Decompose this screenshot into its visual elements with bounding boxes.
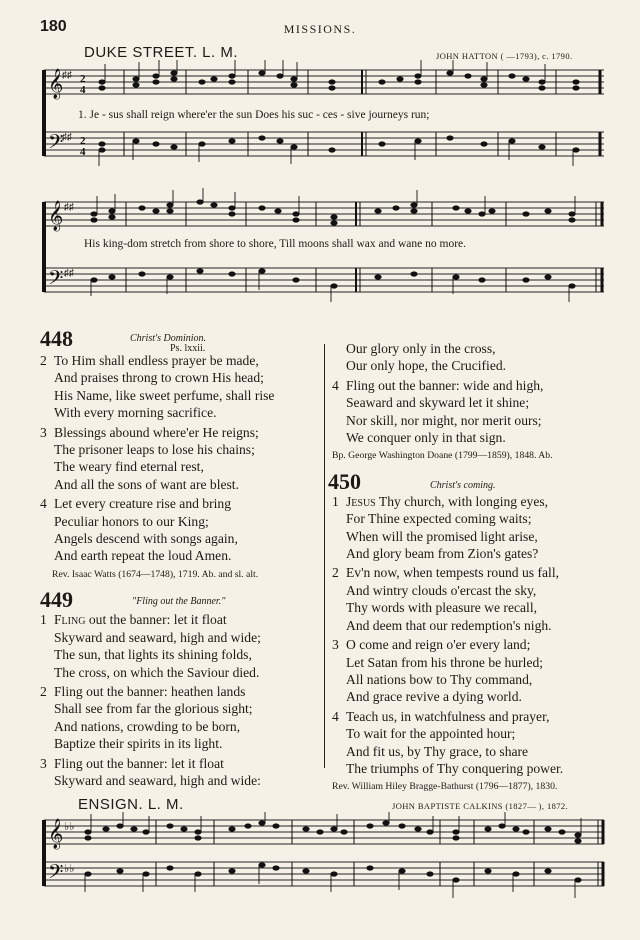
hymn-line: And glory beam from Zion's gates? — [346, 546, 539, 562]
svg-text:𝄢: 𝄢 — [48, 862, 64, 888]
hymn-line: To Him shall endless prayer be made, — [54, 353, 259, 368]
svg-text:♯♯: ♯♯ — [64, 268, 74, 279]
hymn-line: Seaward and skyward let it shine; — [346, 395, 530, 411]
hymn-line: Fling out the banner: heathen lands — [54, 683, 246, 699]
verse-number: 2 — [40, 353, 47, 368]
svg-text:4: 4 — [80, 84, 86, 96]
hymn-first-word: Jesus — [346, 493, 376, 509]
hymn-line: Peculiar honors to our King; — [54, 513, 209, 529]
tune-title-ensign: ENSIGN. L. M. — [78, 796, 184, 813]
verse-number: 2 — [40, 683, 47, 699]
hymn-line: We conquer only in that sign. — [346, 430, 506, 446]
running-head: MISSIONS. — [283, 22, 357, 36]
hymn-line: Our only hope, the Crucified. — [346, 358, 507, 374]
right-column — [328, 340, 632, 796]
hymn-credit-449: Bp. George Washington Doane (1799—1859), 1848. Ab. — [332, 450, 553, 462]
hymn-line: Baptize their spirits in its light. — [54, 736, 223, 752]
hymn-line: The sun, that lights its shining folds, — [54, 647, 252, 663]
hymn-line: Blessings abound where'er He reigns; — [54, 424, 259, 440]
svg-text:𝄞: 𝄞 — [48, 201, 64, 230]
hymn-line: With every morning sacrifice. — [54, 405, 217, 421]
hymn-line: out the banner: let it float — [85, 612, 227, 628]
hymn-line: And earth repeat the loud Amen. — [54, 548, 232, 564]
svg-text:♯♯: ♯♯ — [62, 70, 72, 81]
hymn-line: The triumphs of Thy conquering power. — [346, 760, 564, 776]
column-divider — [324, 344, 325, 768]
hymn-line: The prisoner leaps to lose his chains; — [54, 442, 255, 458]
tune-title-duke-street: DUKE STREET. L. M. — [84, 44, 239, 61]
lyric-line-2: His king-dom stretch from shore to shore, Till moons shall wax and wane no more. — [84, 238, 467, 250]
svg-text:2: 2 — [80, 73, 86, 85]
hymn-line: And fit us, by Thy grace, to share — [346, 743, 529, 759]
hymn-ref-448: Ps. lxxii. — [170, 343, 206, 354]
svg-text:♯♯: ♯♯ — [62, 132, 72, 143]
hymn-line: And praises throng to crown His head; — [54, 370, 264, 386]
verse-number: 1 — [332, 493, 339, 509]
hymn-line: The cross, on which the Saviour died. — [54, 664, 260, 680]
hymn-number-448: 448 — [40, 326, 73, 351]
hymn-line: Angels descend with songs again, — [54, 531, 238, 547]
hymn-line: O come and reign o'er every land; — [346, 637, 531, 653]
tune-composer-ensign: JOHN BAPTISTE CALKINS (1827— ), 1872. — [392, 801, 569, 811]
hymn-line: Ev'n now, when tempests round us fall, — [346, 565, 559, 581]
hymn-line: All nations bow to Thy command, — [346, 671, 533, 687]
svg-text:♭♭: ♭♭ — [64, 863, 75, 875]
verse-number: 3 — [40, 424, 47, 440]
hymn-line: Shall see from far the glorious sight; — [54, 701, 253, 717]
svg-text:4: 4 — [80, 146, 86, 158]
hymn-credit-450: Rev. William Hiley Bragge-Bathurst (1796—1877), 1830. — [332, 781, 558, 793]
hymn-line: When will the promised light arise, — [346, 528, 538, 544]
hymn-first-word: Fling — [54, 612, 86, 628]
lyric-line-1: 1. Je - sus shall reign where'er the sun Does his suc - ces - sive journeys run; — [78, 109, 430, 121]
verse-number: 2 — [332, 565, 339, 581]
hymn-topic-450: Christ's coming. — [430, 479, 496, 491]
hymn-line: Fling out the banner: let it float — [54, 755, 224, 771]
hymn-line: To wait for the appointed hour; — [346, 726, 516, 742]
hymn-number-450: 450 — [328, 468, 361, 494]
hymn-number-449: 449 — [40, 587, 73, 613]
hymn-credit-448: Rev. Isaac Watts (1674—1748), 1719. Ab. and sl. alt. — [52, 568, 259, 580]
hymn-line: Thy words with pleasure we recall, — [346, 600, 538, 616]
verse-number: 3 — [332, 637, 339, 653]
hymn-line: Nor skill, nor might, nor merit ours; — [346, 412, 542, 428]
svg-text:𝄢: 𝄢 — [48, 268, 64, 294]
hymn-line: Skyward and seaward, high and wide; — [54, 629, 261, 645]
svg-text:2: 2 — [80, 135, 86, 147]
hymn-line: And grace revive a dying world. — [346, 689, 522, 705]
hymn-line: And nations, crowding to be born, — [54, 718, 241, 734]
verse-number: 1 — [40, 612, 47, 628]
hymn-line: Skyward and seaward, high and wide: — [54, 772, 261, 788]
verse-number: 4 — [40, 496, 47, 512]
hymn-line: Our glory only in the cross, — [346, 341, 496, 356]
hymn-line: Let Satan from his throne be hurled; — [346, 654, 544, 670]
hymn-line: Fling out the banner: wide and high, — [346, 377, 544, 393]
hymn-topic-448: Christ's Dominion. — [130, 333, 207, 344]
verse-number: 4 — [332, 708, 339, 724]
left-column — [40, 328, 322, 789]
svg-text:𝄞: 𝄞 — [48, 819, 64, 848]
svg-text:𝄢: 𝄢 — [48, 132, 64, 158]
hymn-line: For Thine expected coming waits; — [346, 511, 532, 527]
tune-composer-duke-street: JOHN HATTON ( —1793), c. 1790. — [436, 51, 573, 61]
hymn-line: And all the sons of want are blest. — [54, 476, 239, 492]
svg-text:𝄞: 𝄞 — [48, 69, 64, 98]
verse-number: 3 — [40, 755, 47, 771]
hymn-topic-449: "Fling out the Banner." — [132, 596, 226, 608]
hymn-line: Let every creature rise and bring — [54, 496, 232, 512]
page-number: 180 — [40, 18, 67, 35]
svg-text:♯♯: ♯♯ — [64, 202, 74, 213]
hymn-line: His Name, like sweet perfume, shall rise — [54, 387, 275, 403]
hymn-line: Teach us, in watchfulness and prayer, — [346, 708, 550, 724]
music-system-3 — [36, 812, 612, 932]
hymn-line: And deem that our redemption's nigh. — [346, 617, 552, 633]
hymn-line: And wintry clouds o'ercast the sky, — [346, 582, 537, 598]
hymn-line: The weary find eternal rest, — [54, 459, 204, 475]
verse-number: 4 — [332, 377, 339, 393]
hymn-line: Thy church, with longing eyes, — [375, 493, 549, 509]
svg-text:♭♭: ♭♭ — [64, 821, 75, 833]
